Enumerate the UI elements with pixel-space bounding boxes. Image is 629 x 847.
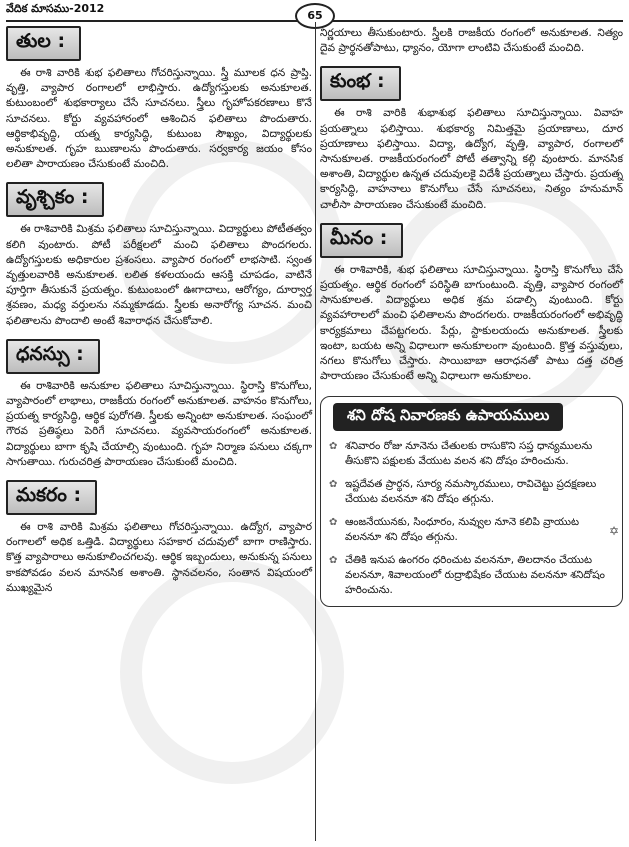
section-text-makaram: ఈ రాశి వారికి మిశ్రమ ఫలితాలు గోచరిస్తున్నాయి. ఉద్యోగ, వ్యాపార రంగాలలో అధిక ఒత్తిడి. విద్యార్థులు సహకార చదువులో బాగా రాణిస్తారు. కొత్త వ్యాపారాలు అనుకూలించగలవు. ఆర్థిక ఇబ్బందులు, అనుకున్న పనులు కాకపోవడం వలన మానసిక అశాంతి. స్థానచలనం, సంతాన విషయంలో ముఖ్యమైన (6, 521, 312, 594)
remedy-text: ఇష్టదేవత ప్రార్థన, సూర్య నమస్కారములు, రావిచెట్టు ప్రదక్షణలు చేయుట వలననూ శని దోషం తగ్గును. (345, 478, 597, 506)
flower-bullet-icon: ✿ (329, 479, 338, 491)
remedy-text: చేతికి ఇనుప ఉంగరం ధరించుట వలననూ, తిలదానం చేయుట వలననూ, శివాలయంలో రుద్రాభిషేకం చేయుట వలననూ శనిదోషం హరించును. (345, 554, 605, 597)
section-text-tula: ఈ రాశి వారికి శుభ ఫలితాలు గోచరిస్తున్నాయి. స్త్రీ మూలక ధన ప్రాప్తి. వృత్తి, వ్యాపార రంగాలలో లాభిస్తారు. ఉద్యోగస్తులకు అనుకూలత. కుటుంబంలో శుభకార్యాలు చేసే సూచనలు. స్త్రీలు గృహోపకరణాలు కొనే సూచనలు. కోర్టు వ్యవహారంలో ఆశించిన ఫలితాలు పొందుతారు. ఆర్థికాభివృద్ధి, యత్న కార్యసిద్ధి, కుటుంబ సౌఖ్యం, విద్యార్థులకు అనుకూలత. గృహ ఋణాలను పొందుతారు. సర్వకార్య జయం కోసం లలితా పారాయణం చేసుకుంటే మంచిది. (6, 67, 312, 171)
remedy-item (329, 439, 614, 469)
section-text-continued: నిర్ణయాలు తీసుకుంటారు. స్త్రీలకి రాజకీయ రంగంలో అనుకూలత. నిత్యం దైవ ప్రార్థనతోపాటు, ధ్యానం, యోగా లాంటివి చేసుకుంటే మంచిది. (320, 27, 623, 55)
remedy-item (329, 553, 614, 598)
column-divider (315, 22, 316, 841)
section-heading-tula: తుల : (6, 26, 81, 61)
remedy-item (329, 477, 614, 507)
section-heading-vrischikam: వృశ్చికం : (6, 182, 104, 217)
right-column (320, 26, 623, 841)
section-text-meenam: ఈ రాశివారికి, శుభ ఫలితాలు సూచిస్తున్నాయి. స్థిరాస్తి కొనుగోలు చేసే ప్రయత్నం. ఆర్థిక రంగంలో పరిస్థితి బాగుంటుంది. వృత్తి, వ్యాపార రంగంలో సానుకూలత. విద్యార్థులు అధిక శ్రమ పడాల్సి వుంటుంది. కోర్టు వ్యవహారాలలో మంచి ఫలితాలను పొందగలరు. రాజకీయరంగంలో అభివృద్ధి కార్యక్రమాలు చేపట్టగలరు. పేర్లు, స్టాకులయందు అనుకూలత. స్త్రీలకు ఇంటా, బయట అన్ని విధాలుగా అనుకూలంగా వుంటుంది. క్రొత్త వస్తువులు, నగలు కొనుగోలు చేస్తారు. సాయిబాబా ఆరాధనతో పాటు దత్త చరిత్ర పారాయణం చేసుకుంటే అన్ని విధాలుగా అనుకూలం. (320, 263, 623, 383)
section-text-dhanussu: ఈ రాశివారికి అనుకూల ఫలితాలు సూచిస్తున్నాయి. స్థిరాస్తి కొనుగోలు, వ్యాపారంలో లాభాలు, రాజకీయ రంగంలో అనుకూలత. వాహనం కొనుగోలు, ప్రయత్న కార్యసిద్ధి, ఆర్థిక పురోగతి. స్త్రీలకు అన్నింటా అనుకూలత. సంఘంలో గౌరవ ప్రతిష్ఠలు పెరిగే సూచనలు. వ్యవసాయరంగంలో అనుకూలత. విద్యార్థులు బాగా కృషి చేయాల్సి వుంటుంది. గృహ నిర్మాణ పనులు చక్కగా సాగుతాయి. గురుచరిత్ర పారాయణం చేసుకుంటే మంచిది. (6, 379, 312, 468)
remedies-box (320, 396, 623, 607)
section-heading-meenam: మీనం : (320, 223, 403, 258)
remedy-text: శనివారం రోజు నూనెను చేతులకు రాసుకొని సప్త ధాన్యములను తీసుకొని పక్షులకు వేయుట వలన శని దోషం హరించును. (345, 440, 593, 468)
section-heading-makaram: మకరం : (6, 480, 97, 515)
remedies-title: శని దోష నివారణకు ఉపాయములు (333, 403, 563, 431)
flower-bullet-icon: ✿ (329, 555, 338, 567)
remedy-text: ఆంజనేయునకు, సింధూరం, నువ్వుల నూనె కలిపి వ్రాయుట వలననూ శని దోషం తగ్గును. (345, 516, 580, 544)
section-text-vrischikam: ఈ రాశివారికి మిశ్రమ ఫలితాలు సూచిస్తున్నాయి. విద్యార్థులు పోటీతత్వం కలిగి వుంటారు. పోటీ పరీక్షలలో మంచి ఫలితాలు పొందగలరు. ఉద్యోగస్తులకు అధికారుల ప్రశంసలు. వ్యాపార రంగంలో లాభసాటి. స్వంత వృత్తులవారికి అనుకూలత. లలిత కళలయందు ఆసక్తి చూపడం, వాటినే పూర్తిగా తీసుకునే ప్రయత్నం. కుటుంబంలో ఊగాదాలు, ఆరోగ్యం, దూర్వార్త శ్రవణం, మధ్య వర్తులను నమ్మకూడదు. స్త్రీలకు అనారోగ్య సూచన. మంచి ఫలితాలను పొందాలి అంటే శివారాధన చేసుకోవాలి. (6, 223, 312, 327)
magazine-title: వేదిక మాసము-2012 (6, 2, 105, 15)
flower-bullet-icon: ✿ (329, 517, 338, 529)
left-column (6, 26, 312, 841)
flower-bullet-icon: ✿ (329, 441, 338, 453)
star-ornament-icon: ✡ (608, 524, 619, 538)
page-number: 65 (295, 3, 335, 29)
section-heading-kumbha: కుంభ : (320, 66, 401, 101)
section-text-kumbha: ఈ రాశి వారికి శుభాశుభ ఫలితాలు సూచిస్తున్నాయి. వివాహ ప్రయత్నాలు ఫలిస్తాయి. శుభకార్య నిమిత్తమై ప్రయాణాలు, దూర ప్రయాణాలు ఫలిస్తాయి. విద్యా, ఉద్యోగ, వృత్తి, వ్యాపార, రంగాలలో సానుకూలత. రాజకీయరంగంలో పోటీ తత్వాన్ని కల్గి వుంటారు. మానసిక అశాంతి, విద్యార్థుల ఉన్నత చదువులకై విదేశీ ప్రయత్నాలు చేస్తారు. ప్రయత్న కార్యసిద్ధి, వాహనాలు కొనుగోలు చేసే సూచనలు, నిత్యం హనుమాన్ చాలీసా పారాయణం చేసుకుంటే మంచిది. (320, 107, 623, 211)
section-heading-dhanussu: ధనస్సు : (6, 339, 100, 374)
remedy-item (329, 515, 614, 545)
